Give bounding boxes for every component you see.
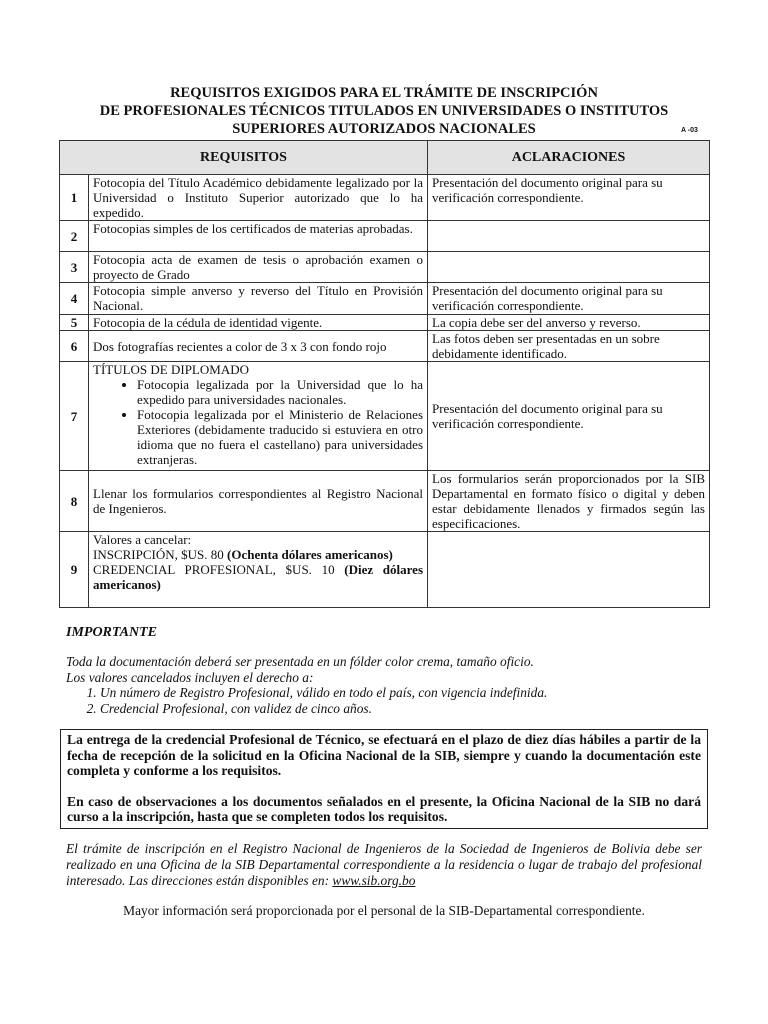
row-number: 6 [60, 331, 89, 362]
important-heading: IMPORTANTE [66, 625, 158, 640]
clarification-cell [428, 252, 710, 283]
table-row [60, 532, 710, 608]
table-row [60, 175, 710, 221]
notice-paragraph-1: La entrega de la credencial Profesional de Técnico, se efectuará en el plazo de diez días hábiles a partir de la fecha de recepción de la solicitud en la Oficina Nacional de la SIB, siempre y cuando la documentación este completa y conforme a los requisitos. [67, 732, 701, 778]
requirement-cell [89, 362, 428, 471]
requirement-cell: Llenar los formularios correspondientes al Registro Nacional de Ingenieros. [89, 471, 428, 532]
list-item: 1. Un número de Registro Profesional, válido en todo el país, con vigencia indefinida. [100, 685, 706, 701]
clarification-cell: Los formularios serán proporcionados por la SIB Departamental en formato físico o digital y deben estar debidamente llenados y firmados según las especificaciones. [428, 471, 710, 532]
row-number: 7 [60, 362, 89, 471]
list-item: 2. Credencial Profesional, con validez de cinco años. [100, 701, 706, 717]
row-number: 8 [60, 471, 89, 532]
requirement-cell: Fotocopia del Título Académico debidamente legalizado por la Universidad o Instituto Superior autorizado que lo ha expedido. [89, 175, 428, 221]
list-item: • Fotocopia legalizada por la Universidad que lo ha expedido para universidades nacionales. [137, 377, 423, 407]
diploma-list [93, 377, 423, 467]
header-aclaraciones: ACLARACIONES [428, 141, 710, 175]
diploma-title: TÍTULOS DE DIPLOMADO [93, 362, 249, 377]
footer-note [66, 841, 702, 889]
fee-credential-amount: CREDENCIAL PROFESIONAL, $US. 10 [93, 562, 345, 577]
footer-text: El trámite de inscripción en el Registro Nacional de Ingenieros de la Sociedad de Ingenieros de Bolivia debe ser realizado en una Oficina de la SIB Departamental correspondiente a la residencia o lugar de trabajo del profesional interesado. Las direcciones están disponibles en: [66, 841, 702, 888]
clarification-cell: La copia debe ser del anverso y reverso. [428, 315, 710, 331]
clarification-cell: Las fotos deben ser presentadas en un sobre debidamente identificado. [428, 331, 710, 362]
clarification-cell: Presentación del documento original para su verificación correspondiente. [428, 362, 710, 471]
clarification-cell: Presentación del documento original para su verificación correspondiente. [428, 175, 710, 221]
requirement-cell: Fotocopia acta de examen de tesis o aprobación examen o proyecto de Grado [89, 252, 428, 283]
row-number: 5 [60, 315, 89, 331]
notice-paragraph-2: En caso de observaciones a los documentos señalados en el presente, la Oficina Nacional de la SIB no dará curso a la inscripción, hasta que se completen todos los requisitos. [67, 793, 701, 824]
fee-credential-words: (Diez dólares americanos) [93, 562, 424, 592]
notice-box [60, 729, 708, 829]
document-title-line-1: REQUISITOS EXIGIDOS PARA EL TRÁMITE DE INSCRIPCIÓN [170, 85, 598, 101]
table-row [60, 283, 710, 315]
fees-intro: Valores a cancelar: [93, 532, 192, 547]
row-number: 3 [60, 252, 89, 283]
row-number: 4 [60, 283, 89, 315]
fee-inscription-amount: INSCRIPCIÓN, $US. 80 [93, 547, 227, 562]
table-row [60, 362, 710, 471]
requirement-cell: Fotocopia de la cédula de identidad vigente. [89, 315, 428, 331]
fee-credential [93, 562, 423, 592]
document-title-line-2: DE PROFESIONALES TÉCNICOS TITULADOS EN UNIVERSIDADES O INSTITUTOS [99, 103, 669, 119]
row-number: 9 [60, 532, 89, 608]
header-requisitos: REQUISITOS [60, 141, 428, 175]
website-link[interactable]: www.sib.org.bo [332, 873, 416, 888]
requirement-cell: Fotocopia simple anverso y reverso del Título en Provisión Nacional. [89, 283, 428, 315]
table-row [60, 252, 710, 283]
list-item: • Fotocopia legalizada por el Ministerio de Relaciones Exteriores (debidamente traducido si estuviera en otro idioma que no fuera el castellano) para universidades extranjeras. [137, 407, 423, 467]
table-row [60, 315, 710, 331]
important-section [66, 654, 706, 716]
fee-inscription [93, 547, 423, 562]
document-title-line-3: SUPERIORES AUTORIZADOS NACIONALES [232, 121, 536, 137]
important-line-2: Los valores cancelados incluyen el derecho a: [66, 669, 314, 685]
requirements-table [59, 140, 710, 608]
table-header-row [60, 141, 710, 175]
form-code: A -03 [681, 127, 698, 134]
requirement-cell [89, 532, 428, 608]
table-row [60, 471, 710, 532]
table-row [60, 221, 710, 252]
rights-list [66, 685, 706, 716]
important-line-1: Toda la documentación deberá ser presentada en un fólder color crema, tamaño oficio. [66, 654, 534, 669]
table-row [60, 331, 710, 362]
clarification-cell [428, 532, 710, 608]
requirement-cell: Dos fotografías recientes a color de 3 x 3 con fondo rojo [89, 331, 428, 362]
clarification-cell [428, 221, 710, 252]
row-number: 2 [60, 221, 89, 252]
final-note: Mayor información será proporcionada por el personal de la SIB-Departamental correspondiente. [123, 903, 645, 918]
clarification-cell: Presentación del documento original para su verificación correspondiente. [428, 283, 710, 315]
requirement-cell: Fotocopias simples de los certificados de materias aprobadas. [89, 221, 428, 252]
fee-inscription-words: (Ochenta dólares americanos) [227, 547, 393, 562]
row-number: 1 [60, 175, 89, 221]
